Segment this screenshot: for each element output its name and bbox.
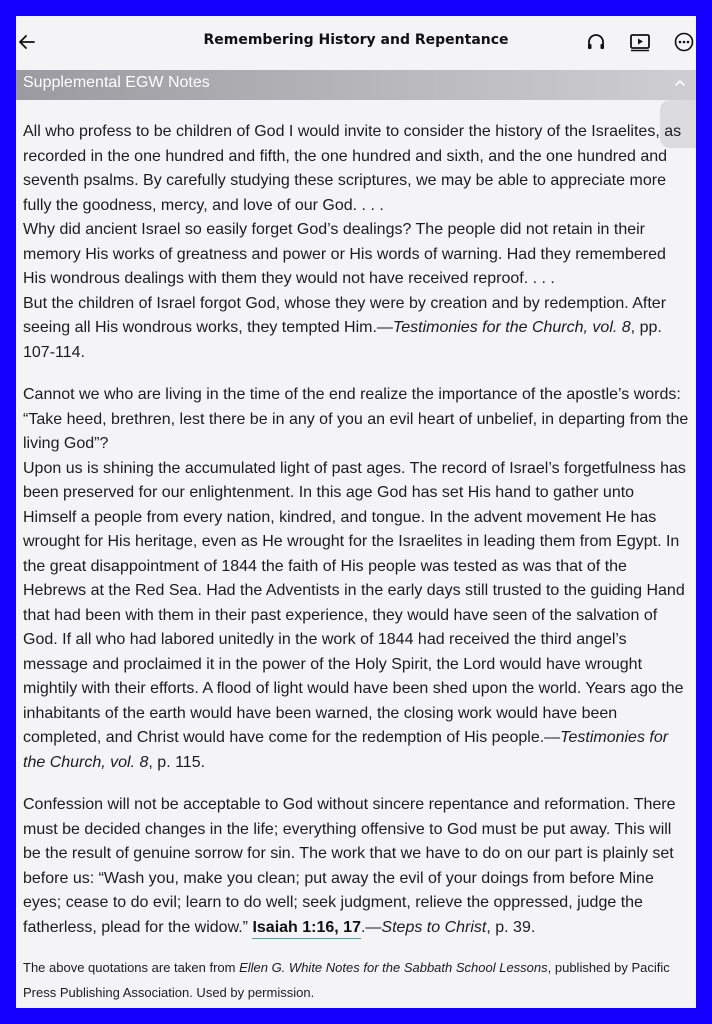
app-window — [16, 16, 696, 1008]
page-reference: , p. 115. — [148, 753, 206, 771]
paragraph — [23, 383, 689, 775]
scripture-link[interactable]: Isaiah 1:16, 17 — [252, 919, 361, 939]
headphones-icon[interactable] — [584, 30, 608, 54]
footnote-source: Ellen G. White Notes for the Sabbath School Lessons — [239, 960, 548, 975]
paragraph-text: But the children of Israel forgot God, whose they were by creation and by redemption. After seeing all His wondrous works, they tempted Him.— — [23, 294, 667, 336]
paragraph-text: Cannot we who are living in the time of the end realize the importance of the apostle’s words: “Take heed, brethren, lest there be in any of you an evil heart of unbelief, in departing from the living God”? — [23, 386, 689, 452]
footnote-prefix: The above quotations are taken from — [23, 960, 240, 975]
source-citation: Steps to Christ — [381, 918, 487, 936]
paragraph-text: Confession will not be acceptable to God without sincere repentance and reformation. There must be decided changes in the life; everything offensive to God must be put away. This will be the result of genuine sorrow for sin. The work that we have to do on our part is plainly set before us: “Wash you, make you clean; put away the evil of your doings from before Mine eyes; cease to do evil; learn to do well; seek judgment, relieve the oppressed, judge the fatherless, plead for the widow.” — [23, 796, 676, 936]
paragraph-text: All who profess to be children of God I would invite to consider the history of the Israelites, as recorded in the one hundred and fifth, the one hundred and sixth, and the one hundred and seventh psalms. By carefully studying these scriptures, we may be able to appreciate more fully the goodness, mercy, and love of our God. . . . — [23, 123, 682, 214]
source-citation: Testimonies for the Church, vol. 8 — [23, 729, 669, 771]
paragraph-text — [23, 457, 689, 776]
page-reference: , p. 39. — [486, 918, 536, 936]
paragraph-text: Upon us is shining the accumulated light of past ages. The record of Israel’s forgetfulness has been preserved for our enlightenment. In this age God has set His hand to gather unto Himself a people from every nation, kindred, and tongue. In the advent movement He has wrought for His heritage, even as He wrought for the Israelites in leading them from Egypt. In the great disappointment of 1844 the faith of His people was tested as was that of the Hebrews at the Red Sea. Had the Adventists in the early days still trusted to the guiding Hand that had been with them in their past experience, they would have seen of the salvation of God. If all who had labored unitedly in the work of 1844 had received the third angel’s message and proclaimed it in the power of the Holy Spirit, the Lord would have wrought mightily with their efforts. A flood of light would have been shed upon the world. Years ago the inhabitants of the earth would have been warned, the closing work would have been completed, and Christ would have come for the redemption of His people.— — [23, 459, 686, 746]
footnote-suffix: , published by Pacific Press Publishing Association. Used by permission. — [23, 960, 670, 1000]
paragraph-text — [23, 793, 689, 940]
top-bar — [16, 16, 696, 70]
more-options-icon[interactable] — [672, 30, 696, 54]
page-title: Remembering History and Repentance — [203, 32, 509, 48]
page-reference: , pp. 107-114. — [23, 319, 662, 361]
paragraph — [23, 120, 689, 365]
paragraph-text — [23, 292, 689, 366]
paragraph-text: .— — [360, 918, 382, 936]
notes-content — [23, 120, 689, 1005]
footnote — [23, 956, 689, 1005]
source-citation: Testimonies for the Church, vol. 8 — [392, 319, 631, 336]
section-header[interactable] — [16, 70, 696, 100]
chevron-up-icon[interactable] — [672, 74, 688, 90]
back-arrow-icon[interactable] — [16, 30, 38, 54]
paragraph — [23, 793, 689, 940]
paragraph-text: Why did ancient Israel so easily forget God’s dealings? The people did not retain in their memory His works of greatness and power or His words of warning. Had they remembered His wondrous dealings with them they would not have received reproof. . . . — [23, 221, 666, 287]
video-play-icon[interactable] — [628, 30, 652, 54]
section-title: Supplemental EGW Notes — [23, 74, 210, 91]
